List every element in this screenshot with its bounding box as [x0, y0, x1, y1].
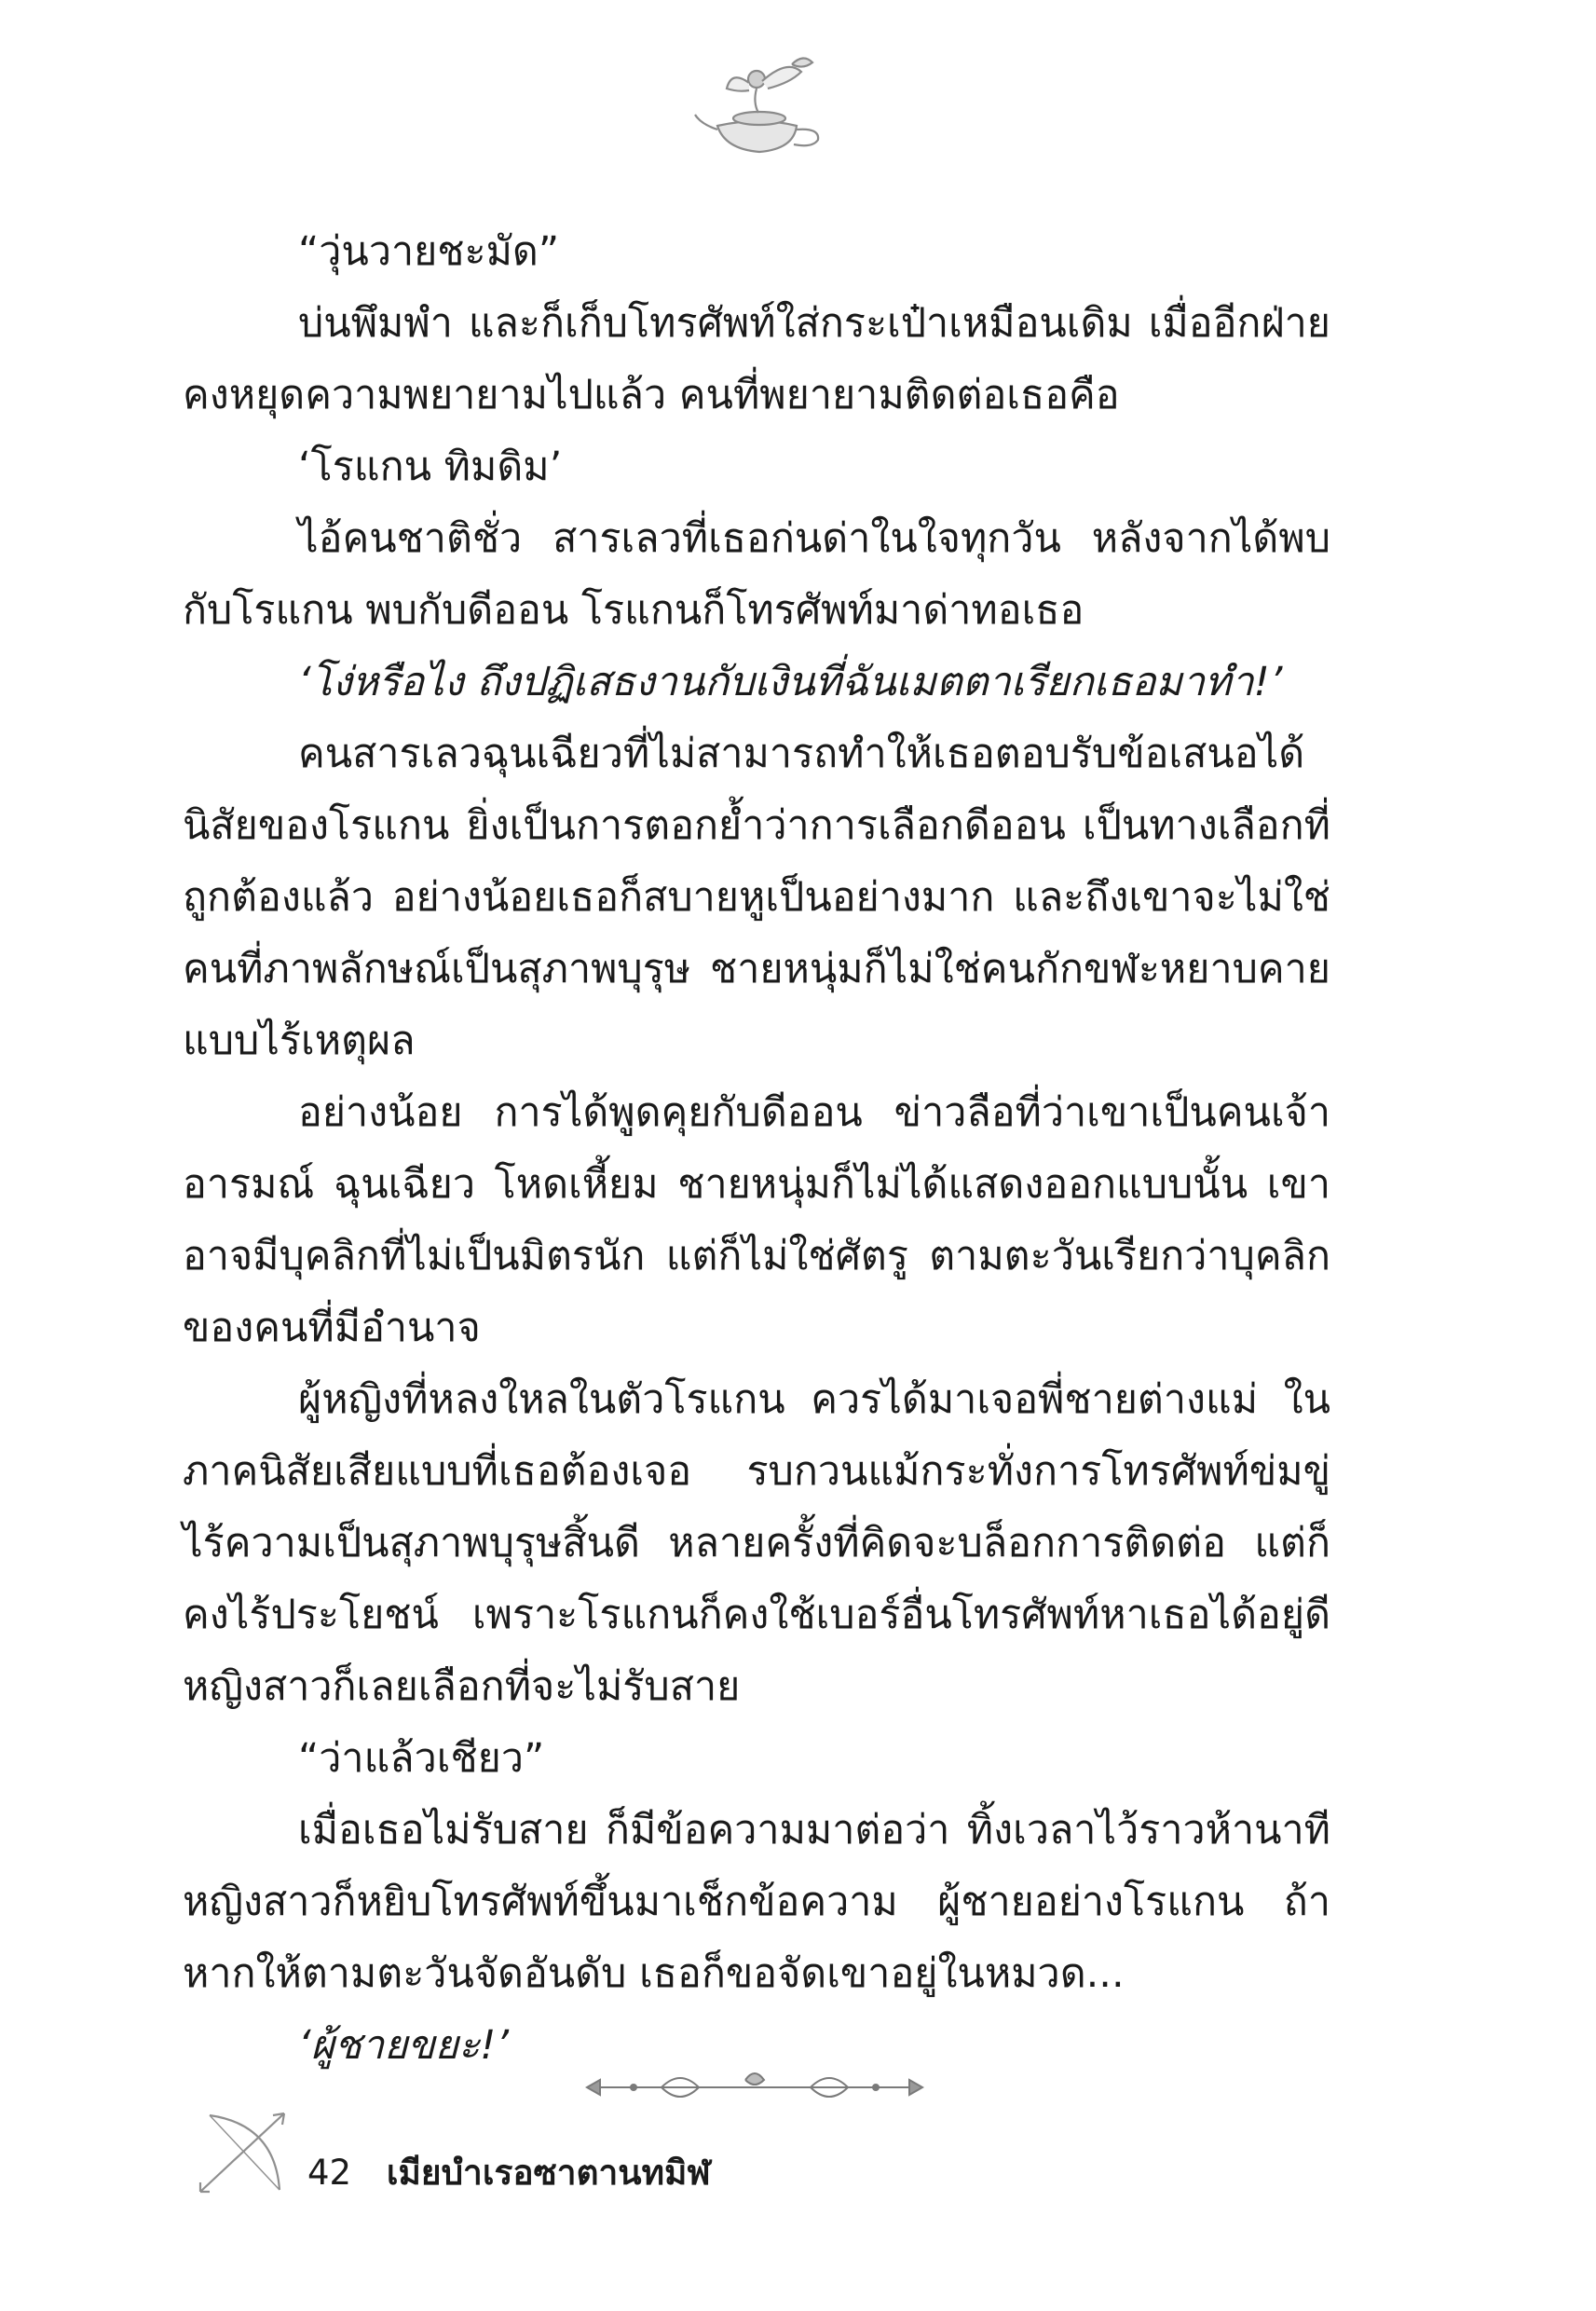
paragraph: “ว่าแล้วเชียว” [298, 1735, 545, 1782]
paragraph: ไอ้คนชาติชั่ว สารเลวที่เธอก่นด่าในใจทุกวัน หลังจากได้พบกับโรแกน พบกับดีออน โรแกนก็โทรศัพท์มาด่าทอเธอ [183, 515, 1330, 634]
paragraph: ‘โง่หรือไง ถึงปฏิเสธงานกับเงินที่ฉันเมตตาเรียกเธอมาทำ!’ [298, 659, 1283, 705]
page-footer [307, 2145, 711, 2200]
paragraph: บ่นพึมพำ และก็เก็บโทรศัพท์ใส่กระเป๋าเหมือนเดิม เมื่ออีกฝ่ายคงหยุดความพยายามไปแล้ว คนที่พยายามติดต่อเธอคือ [183, 300, 1330, 418]
paragraph: คนสารเลวฉุนเฉียวที่ไม่สามารถทำให้เธอตอบรับข้อเสนอได้ นิสัยของโรแกน ยิ่งเป็นการตอกย้ำว่าการเลือกดีออน เป็นทางเลือกที่ถูกต้องแล้ว อย่างน้อยเธอก็สบายหูเป็นอย่างมาก และถึงเขาจะไม่ใช่คนที่ภาพลักษณ์เป็นสุภาพบุรุษ ชายหนุ่มก็ไม่ใช่คนกักขฬะหยาบคายแบบไร้เหตุผล [183, 731, 1330, 1064]
paragraph: ‘ผู้ชายขยะ!’ [298, 2022, 509, 2069]
paragraph: “วุ่นวายชะมัด” [298, 228, 560, 275]
book-title: เมียบำเรอซาตานทมิฬ [386, 2153, 711, 2193]
paragraph: อย่างน้อย การได้พูดคุยกับดีออน ข่าวลือที่ว่าเขาเป็นคนเจ้าอารมณ์ ฉุนเฉียว โหดเหี้ยม ชายหนุ่มก็ไม่ได้แสดงออกแบบนั้น เขาอาจมีบุคลิกที่ไม่เป็นมิตรนัก แต่ก็ไม่ใช่ศัตรู ตามตะวันเรียกว่าบุคลิกของคนที่มีอำนาจ [183, 1089, 1330, 1351]
teapot-cupid-emblem-icon [689, 51, 829, 163]
page-number: 42 [307, 2153, 352, 2193]
paragraph: เมื่อเธอไม่รับสาย ก็มีข้อความมาต่อว่า ทิ้งเวลาไว้ราวห้านาที หญิงสาวก็หยิบโทรศัพท์ขึ้นมาเช็กข้อความ ผู้ชายอย่างโรแกน ถ้าหากให้ตามตะวันจัดอันดับ เธอก็ขอจัดเขาอยู่ในหมวด... [183, 1807, 1330, 1997]
paragraph: ผู้หญิงที่หลงใหลในตัวโรแกน ควรได้มาเจอพี่ชายต่างแม่ ในภาคนิสัยเสียแบบที่เธอต้องเจอ รบกวนแม้กระทั่งการโทรศัพท์ข่มขู่ ไร้ความเป็นสุภาพบุรุษสิ้นดี หลายครั้งที่คิดจะบล็อกการติดต่อ แต่ก็คงไร้ประโยชน์ เพราะโรแกนก็คงใช้เบอร์อื่นโทรศัพท์หาเธอได้อยู่ดี หญิงสาวก็เลยเลือกที่จะไม่รับสาย [183, 1376, 1330, 1710]
ornament-divider-icon [578, 2059, 932, 2115]
bow-arrow-icon [191, 2106, 293, 2199]
paragraph: ‘โรแกน ทิมดิม’ [298, 444, 563, 490]
body-text [183, 216, 1330, 2082]
